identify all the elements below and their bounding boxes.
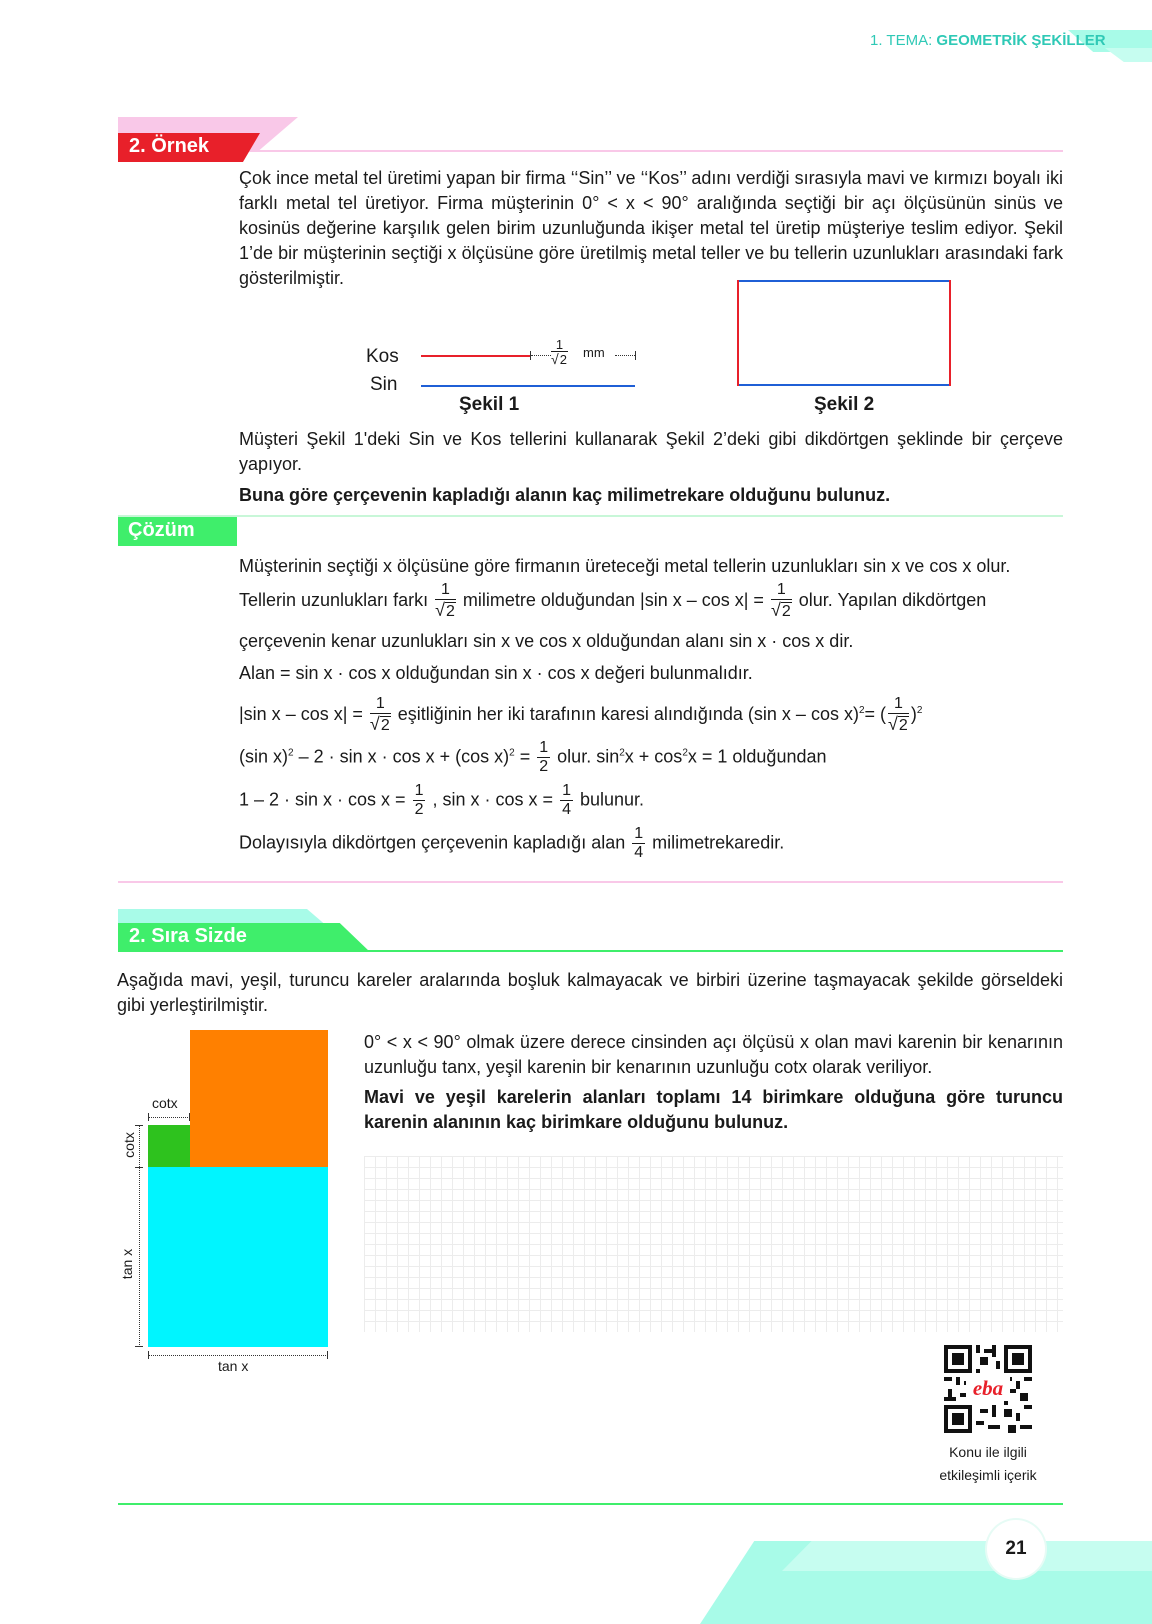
figure1-dim-left (531, 355, 551, 356)
tanx-side-dim (139, 1167, 140, 1347)
figure1-kos-label: Kos (366, 346, 399, 367)
figure1-caption: Şekil 1 (459, 394, 520, 415)
header-theme-name: GEOMETRİK ŞEKİLLER (936, 32, 1106, 49)
figure1-frac-num: 1 (551, 338, 568, 352)
solution-label: Çözüm (128, 519, 195, 541)
fraction-1-over-2: $\frac{1}{2}$ (414, 782, 424, 818)
example-banner-rule (118, 150, 1063, 152)
tanx-side-tick-b (135, 1346, 143, 1347)
figure2-right-side (949, 280, 951, 386)
footer-mint-shape-2 (782, 1541, 1152, 1571)
tanx-side-tick-m (135, 1167, 143, 1168)
sira-label: 2. Sıra Sizde (129, 925, 247, 947)
sira-banner-rule (118, 950, 1063, 952)
figure1-frac-den: √2 (551, 351, 567, 367)
fraction-1-over-4: $\frac{1}{4}$ (562, 782, 571, 818)
solution-line-8: Dolayısıyla dikdörtgen çerçevenin kapladığı alan $\frac{1}{4}$ milimetrekaredir. (239, 825, 785, 861)
fraction-1-over-root2: $\frac{1}{√2}$ (888, 695, 908, 734)
solution-line-2: Tellerin uzunlukları farkı $\frac{1}{√2}$ milimetre olduğundan |sin x – cos x| = $\frac{1}{√2}$ olur. Yapılan dikdörtgen (239, 581, 987, 620)
footer-rule (118, 1503, 1063, 1505)
header-tab-shape-2 (1105, 48, 1152, 62)
qr-caption-1: Konu ile ilgili (949, 1444, 1027, 1460)
figure1-dim-tick-left (530, 351, 531, 360)
fraction-1-over-root2: $\frac{1}{√2}$ (435, 581, 455, 620)
solution-banner-rule (118, 515, 1063, 517)
sira-intro: Aşağıda mavi, yeşil, turuncu kareler aralarında boşluk kalmayacak ve birbiri üzerine taşmayacak şekilde görseldeki gibi yerleştirilmiştir. (117, 970, 1063, 1015)
figure1-dim-right (615, 355, 635, 356)
cotx-side-tick-t (135, 1125, 143, 1126)
cotx-side-dim (139, 1125, 140, 1167)
cotx-top-tick-r (189, 1113, 190, 1121)
fraction-1-over-4: $\frac{1}{4}$ (634, 825, 644, 861)
solution-line-3: çerçevenin kenar uzunlukları sin x ve cos x olduğundan alanı sin x · cos x dir. (239, 631, 854, 651)
header-theme-number: 1. TEMA: (870, 32, 933, 49)
solution-line-4: Alan = sin x · cos x olduğundan sin x · cos x değeri bulunmalıdır. (239, 663, 753, 683)
qr-caption-2: etkileşimli içerik (939, 1467, 1037, 1483)
figure1-unit: mm (583, 345, 605, 360)
tanx-bottom-label: tan x (218, 1358, 249, 1374)
figure1-sin-label: Sin (370, 374, 398, 395)
figure2-bottom-side (737, 384, 951, 386)
cotx-top-tick-l (148, 1113, 149, 1121)
tanx-bottom-tick-r (327, 1351, 328, 1359)
tanx-side-label: tan x (119, 1248, 135, 1280)
cotx-top-dim (148, 1117, 190, 1118)
fraction-1-over-root2: $\frac{1}{√2}$ (369, 695, 390, 734)
figure1-dim-tick-right (635, 351, 636, 360)
sira-question: Mavi ve yeşil karelerin alanları toplamı 14 birimkare olduğuna göre turuncu karenin alanının kaç birimkare olduğunu bulunuz. (364, 1087, 1063, 1132)
green-square (148, 1125, 190, 1167)
tanx-bottom-tick-l (148, 1351, 149, 1359)
fraction-1-over-root2: $\frac{1}{√2}$ (770, 581, 791, 620)
example-label: 2. Örnek (129, 135, 210, 157)
cotx-top-label: cotx (152, 1095, 178, 1111)
figure1-kos-wire (421, 355, 531, 357)
eba-logo: eba (966, 1375, 1010, 1401)
qr-code[interactable] (944, 1345, 1032, 1433)
tanx-bottom-dim (148, 1355, 328, 1356)
solution-line-5: |sin x – cos x| = $\frac{1}{√2}$ eşitliğinin her iki tarafının karesi alındığında (sin x – cos x)$^2$= ( $\frac{1}{√2}$ )$^2$ (239, 695, 923, 734)
solution-line-7: 1 – 2 · sin x · cos x = $\frac{1}{2}$ , sin x · cos x = $\frac{1}{4}$ bulunur. (239, 782, 645, 818)
blue-square (148, 1167, 328, 1347)
orange-square (190, 1030, 328, 1167)
example-paragraph: Çok ince metal tel üretimi yapan bir firma ‘‘Sin’’ ve ‘‘Kos’’ adını verdiği sırasıyla mavi ve kırmızı boyalı iki farklı metal tel üretiyor. Firma müşterinin 0° < x < 90° aralığında seçtiği bir açı ölçüsünün sinüs ve kosinüs değerine karşılık gelen birim uzunluğunda ikişer metal tel üretip müşteriye teslim ediyor. Şekil 1’de bir müşterinin seçtiği x ölçüsüne göre üretilmiş metal teller ve bu tellerin uzunlukları arasındaki fark gösterilmiştir. (239, 168, 1063, 288)
figure1-sin-wire (421, 385, 635, 387)
header-theme (870, 32, 1106, 49)
figure2-caption: Şekil 2 (814, 394, 875, 415)
example-paragraph-2: Müşteri Şekil 1'deki Sin ve Kos tellerini kullanarak Şekil 2’deki gibi dikdörtgen şeklinde bir çerçeve yapıyor. (239, 429, 1063, 474)
example-question: Buna göre çerçevenin kapladığı alanın kaç milimetrekare olduğunu bulunuz. (239, 485, 891, 505)
answer-grid-area[interactable] (364, 1156, 1063, 1332)
figure1-dim-fraction (551, 338, 568, 368)
solution-line-6: (sin x)$^2$ – 2 · sin x · cos x + (cos x)$^2$ = $\frac{1}{2}$ olur. $\sin^2x + \cos^2x = 1$ olduğundan (239, 739, 827, 775)
fraction-1-over-2: $\frac{1}{2}$ (539, 739, 549, 775)
page-number: 21 (1005, 1538, 1027, 1559)
figure2-frame (737, 280, 951, 386)
solution-line-1: Müşterinin seçtiği x ölçüsüne göre firmanın üreteceği metal tellerin uzunlukları sin x ve cos x olur. (239, 556, 1011, 576)
sira-text: 0° < x < 90° olmak üzere derece cinsinden açı ölçüsü x olan mavi karenin bir kenarının uzunluğu tanx, yeşil karenin bir kenarının uzunluğu cotx olarak veriliyor. (364, 1032, 1063, 1077)
section-divider-pink (118, 881, 1063, 883)
figure2-top-side (737, 280, 951, 282)
figure2-left-side (737, 280, 739, 386)
cotx-side-label: cotx (121, 1132, 137, 1158)
